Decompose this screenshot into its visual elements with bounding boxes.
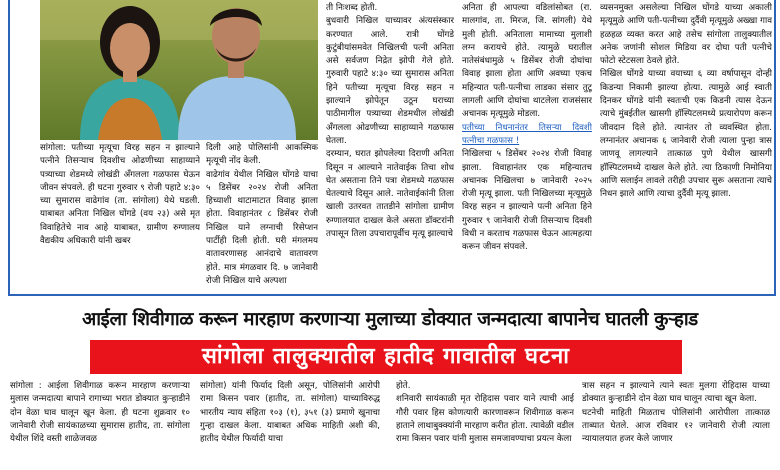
lower-column-2 [200, 380, 380, 470]
column-text: निखिलचा ५ डिसेंबर २०२४ रोजी विवाह झाला. विवाहानंतर एक महिन्यातच अचानक निखिलचा ७ जानेवारी २०२५ रोजी मृत्यू झाला. पती निखिलच्या मृत्यूमुळे विरह सहन न झाल्याने पत्नी अनिता हिने गुरुवार ९ जानेवारी रोजी तिसऱ्याच दिवशी विधी न करताच गळफास घेऊन आत्महत्या करून जीवन संपवले. [462, 149, 592, 253]
caption-column [40, 142, 200, 296]
top-article [8, 0, 776, 296]
column-text: ती निःशब्द होती. बुधवारी निखिल याच्यावर अंत्यसंस्कार करण्यात आले. रात्री घोंगडे कुटुंबीयांसमवेत निखिलची पत्नी अनिता असे सर्वजण निद्रेत झोपी गेले होते. गुरुवारी पहाटे ४:३० च्या सुमारास अनिता हिने पतीच्या मृत्यूचा विरह सहन न झाल्याने झोपेतून उठून घराच्या पाठीमागील पत्र्याच्या शेडमधील लोखंडी अँगलला ओढणीच्या साहाय्याने गळफास घेतला. दरम्यान, घरात झोपलेल्या दिराणी अनिता दिसून न आल्याने नातेवाईक तिचा शोध घेत असताना तिने पत्रा शेडमध्ये गळफास घेतल्याचे दिसून आले. नातेवाईकांनी तिला खाली उतरवत तातडीने सांगोला ग्रामीण रुग्णालयात दाखल केले असता डॉक्टरांनी तपासून तिला उपचारापूर्वीच मृत्यू झाल्याचे [326, 3, 454, 240]
caption-text: सांगोला: पतीच्या मृत्यूचा विरह सहन न झाल्याने पत्नीने तिसऱ्याच दिवशीच ओढणीच्या साहाय्याने पत्र्याच्या शेडमध्ये लोखंडी अँगलला गळफास घेऊन जीवन संपवले. ही घटना गुरुवार ९ रोजी पहाटे ४:३० च्या सुमारास वाढेगांव (ता. सांगोला) येथे घडली. याबाबत अनिता निखिल घोंगडे (वय २३) असे मृत विवाहितेचे नाव आहे याबाबत, ग्रामीण रुग्णालय वैद्यकीय अधिकारी यांनी खबर [40, 143, 200, 247]
column-text: अनिता ही आपल्या वडिलांसोबत (रा. मालगांव, ता. मिरज, जि. सांगली) येथे मुली होती. अनिताला मामाच्या मुलाशी लग्न करायचे होते. त्यामुळे घरातील नातेसंबंधामुळे ५ डिसेंबर रोजी दोघांचा विवाह झाला होता आणि अवघ्या एकच महिन्यात पती-पत्नीचा लाडका संसार तुटू लागली आणि दोघांचा थाटलेला राजसंसार अचानक मृत्यूमुळे मोडला. [462, 3, 592, 120]
lower-column-4 [582, 380, 770, 470]
headline: आईला शिवीगाळ करून मारहाण करणाऱ्या मुलाच्या डोक्यात जन्मदात्या बापानेच घातली कुऱ्हाड [82, 309, 698, 330]
column-text: व्यसनमुक्त असलेल्या निखिल घोंगडे याच्या अकाली मृत्यूमुळे आणि पती-पत्नीच्या दुर्दैवी मृत्यूमुळे अख्खा गाव हळहळ व्यक्त करत आहे तसेच सांगोला तालुक्यातील अनेक जणांनी सोशल मिडिया वर दोघा पती पत्नीचे फोटो स्टेटसला ठेवले होते. निखिल घोंगडे याच्या वयाच्या ६ व्या वर्षापासून दोन्ही किडन्या निकामी झाल्या होत्या. त्यामुळे आई स्वाती दिनकर घोंगडे यांनी स्वतःची एक किडनी त्यास देऊन त्याचे मुंबईतील खासगी हॉस्पिटलमध्ये प्रत्यारोपण करून जीवदान दिले होते. त्यानंतर तो व्यवस्थित होता. लग्नानंतर अचानक ६ जानेवारी रोजी त्याला पुन्हा त्रास जाणवू लागल्याने तात्काळ पुणे येथील खासगी हॉस्पिटलमध्ये दाखल केले होते. त्या ठिकाणी निमोनिया आणि सलाईन लावले तरीही उपचार सुरू असताना त्याचे निधन झाले आणि त्याचा दुर्दैवी मृत्यू झाला. [600, 3, 772, 200]
column-text: दिली आहे पोलिसांनी आकस्मिक मृत्यूची नोंद केली. वाढेगांव येथील निखिल घोंगडे याचा ५ डिसेंबर २०२४ रोजी अनिता हिच्याशी थाटामाटात विवाह झाला होता. विवाहानंतर ८ डिसेंबर रोजी निखिल याने लग्नाची रिसेप्शन पार्टीही दिली होती. घरी मंगलमय वातावरणासह आनंदाचे वातावरण होते. मात्र मंगळवार दि. ७ जानेवारी रोजी निखिल याचे अल्पशा [206, 143, 318, 286]
article-column-5 [600, 2, 772, 296]
subheadline-banner: सांगोला तालुक्यातील हातीद गावातील घटना [90, 340, 682, 374]
column-text: सांगोला : आईला शिवीगाळ करून मारहाण करणाऱ्या मुलास जन्मदात्या बापाने रागाच्या भरात डोक्यात कुऱ्हाडीने दोन वेळा घाव घालून खून केला. ही घटना शुक्रवार १० जानेवारी रोजी सायंकाळच्या सुमारास हातीद, ता. सांगोला येथील शिंदे वस्ती शाळेजवळ [10, 381, 190, 445]
couple-photo [40, 0, 318, 140]
pull-quote-link[interactable]: पतीच्या निधनानंतर तिसऱ्या दिवशी पत्नीचा गळफास ! [462, 122, 592, 146]
column-text: त्रास सहन न झाल्याने त्याने स्वतः मुलगा रोहिदास याच्या डोक्यात कुऱ्हाडीने दोन वेळा घाव घालून त्याचा खून केला. घटनेची माहिती मिळताच पोलिसांनी आरोपीला तात्काळ ताब्यात घेतले. आज रविवार १२ जानेवारी रोजी त्याला न्यायालयात हजर केले जाणार [582, 381, 770, 445]
article-column-4 [462, 2, 592, 296]
lower-column-3 [396, 380, 574, 470]
column-text: सांगोला) यांनी फिर्याद दिली असून, पोलिसांनी आरोपी रामा किसन पवार (हातीद, ता. सांगोला) याच्याविरुद्ध भारतीय न्याय संहिता १०३ (१), ३५१ (३) प्रमाणे खुनाचा गुन्हा दाखल केला. याबाबत अधिक माहिती अशी की, हातीद येथील फिर्यादी याचा [200, 381, 380, 445]
article-column-3 [326, 2, 454, 296]
column-text: होते. शनिवारी सायंकाळी मृत रोहिदास पवार याने त्याची आई गौरी पवार हिस कोणत्यारी कारणावरून शिवीगाळ करून हाताने लाथाबुक्क्यांनी मारहाण करीत होता. त्यावेळी वडील रामा किसन पवार यांनी मुलास समजावण्याचा प्रयत्न केला [396, 381, 574, 445]
lower-column-1 [10, 380, 190, 470]
article-column-2 [206, 142, 318, 296]
